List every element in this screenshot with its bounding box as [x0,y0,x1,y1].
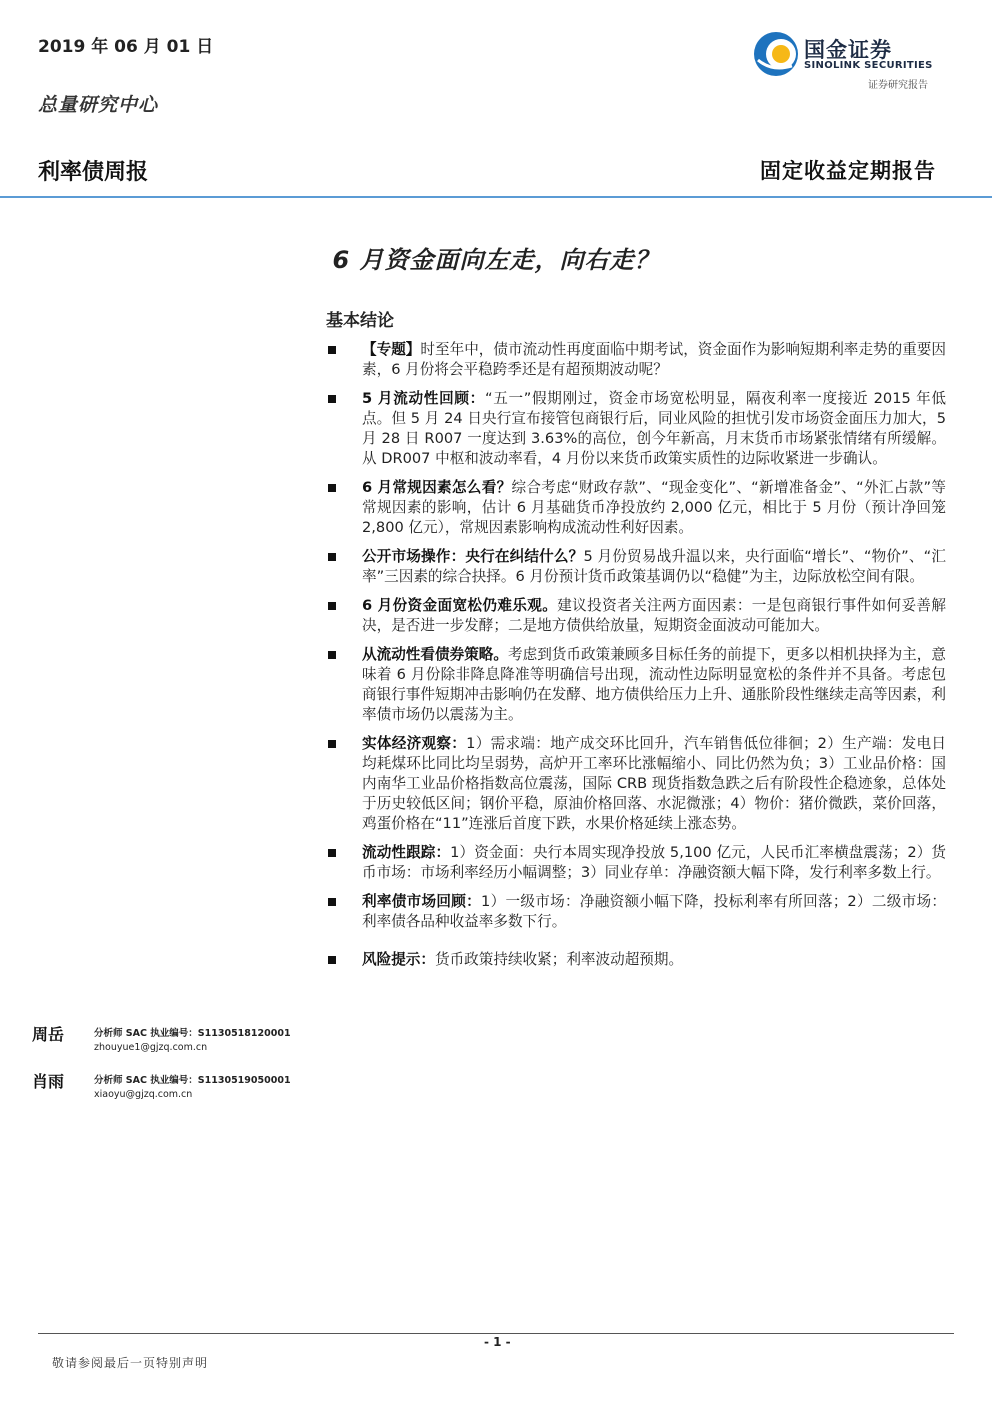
bullet-text: 综合考虑“财政存款”、“现金变化”、“新增准备金”、“外汇占款”等常规因素的影响，估计 6 月基础货币净投放约 2,000 亿元，相比于 5 月份（预计净回笼 2,800 亿元），常规因素影响构成流动性利好因素。 [362,479,946,536]
list-item [326,389,946,469]
bullet-text: 1）一级市场：净融资额小幅下降，投标利率有所回落；2）二级市场：利率债各品种收益率多数下行。 [362,893,946,930]
bullet-lead: 实体经济观察： [362,735,467,752]
bullet-lead: 6 月常规因素怎么看？ [362,479,512,496]
logo-mark-icon [752,30,800,78]
bullet-text: 1）资金面：央行本周实现净投放 5,100 亿元，人民币汇率横盘震荡；2）货币市场：市场利率经历小幅调整；3）同业存单：净融资额大幅下降，发行利率多数上行。 [362,844,946,881]
bullet-lead: 利率债市场回顾： [362,893,482,910]
logo-subtitle: 证券研究报告 [868,80,928,91]
bullet-lead: 流动性跟踪： [362,844,451,861]
bullet-text: 1）需求端：地产成交环比回升，汽车销售低位徘徊；2）生产端：发电日均耗煤环比同比均呈弱势，高炉开工率环比涨幅缩小、同比仍然为负；3）工业品价格：国内南华工业品价格指数高位震荡，国际 CRB 现货指数急跌之后有阶段性企稳迹象，总体处于历史较低区间；钢价平稳，原油价格回落、水泥微涨；4）物价：猪价微跌，菜价回落，鸡蛋价格在“11”连涨后首度下跌，水果价格延续上涨态势。 [362,735,946,832]
analyst-name: 肖雨 [32,1072,65,1091]
list-item [326,340,946,380]
section-heading: 基本结论 [326,311,394,331]
bullet-lead: 6 月份资金面宽松仍难乐观。 [362,597,558,614]
report-type: 利率债周报 [38,160,149,185]
bullet-square-icon [328,898,336,906]
bullet-lead: 公开市场操作：央行在纠结什么？ [362,548,584,565]
list-item [326,950,946,970]
bullet-square-icon [328,740,336,748]
list-item [326,734,946,834]
conclusion-list [326,340,946,979]
bullet-text: 时至年中，债市流动性再度面临中期考试，资金面作为影响短期利率走势的重要因素，6 月份将会平稳跨季还是有超预期波动呢？ [362,341,946,378]
bullet-lead: 【专题】 [362,341,421,358]
analyst-email[interactable]: zhouyue1@gjzq.com.cn [94,1042,208,1053]
footer-divider [38,1333,954,1334]
bullet-lead: 5 月流动性回顾： [362,390,485,407]
analyst-certificate: 分析师 SAC 执业编号：S1130519050001 [94,1075,291,1086]
list-item [326,892,946,932]
bullet-text: 5 月份贸易战升温以来，央行面临“增长”、“物价”、“汇率”三因素的综合抉择。6 月份预计货币政策基调仍以“稳健”为主，边际放松空间有限。 [362,548,946,585]
department-name: 总量研究中心 [38,94,159,116]
bullet-square-icon [328,395,336,403]
list-item [326,547,946,587]
footer-disclaimer: 敬请参阅最后一页特别声明 [52,1356,209,1370]
list-item [326,596,946,636]
report-date: 2019 年 06 月 01 日 [38,37,214,57]
bullet-text: 货币政策持续收紧；利率波动超预期。 [434,951,684,968]
report-kind: 固定收益定期报告 [760,159,936,183]
bullet-text: “五一”假期刚过，资金市场宽松明显，隔夜利率一度接近 2015 年低点。但 5 月 24 日央行宣布接管包商银行后，同业风险的担忧引发市场资金面压力加大，5 月 28 日 R007 一度达到 3.63%的高位，创今年新高，月末货币市场紧张情绪有所缓解。从 DR007 中枢和波动率看，4 月份以来货币政策实质性的边际收紧进一步确认。 [362,390,946,467]
bullet-text: 考虑到货币政策兼顾多目标任务的前提下，更多以相机抉择为主，意味着 6 月份除非降息降准等明确信号出现，流动性边际明显宽松的条件并不具备。考虑包商银行事件短期冲击影响仍在发酵、地方债供给压力上升、通胀阶段性继续走高等因素，利率债市场仍以震荡为主。 [362,646,946,723]
list-item [326,645,946,725]
analyst-certificate: 分析师 SAC 执业编号：S1130518120001 [94,1028,291,1039]
bullet-text: 建议投资者关注两方面因素：一是包商银行事件如何妥善解决，是否进一步发酵；二是地方债供给放量，短期资金面波动可能加大。 [362,597,946,634]
bullet-square-icon [328,651,336,659]
bullet-square-icon [328,956,336,964]
list-item [326,843,946,883]
bullet-square-icon [328,553,336,561]
analyst-name: 周岳 [32,1025,65,1044]
logo-chinese-name: 国金证券 [804,38,892,62]
logo-english-name: SINOLINK SECURITIES [804,60,933,71]
bullet-square-icon [328,346,336,354]
page-number: - 1 - [484,1335,511,1349]
bullet-lead: 从流动性看债券策略。 [362,646,508,663]
bullet-square-icon [328,602,336,610]
bullet-lead: 风险提示： [362,951,435,968]
report-title: 6 月资金面向左走，向右走？ [332,246,660,274]
header-divider [0,196,992,198]
list-item [326,478,946,538]
bullet-square-icon [328,484,336,492]
analyst-email[interactable]: xiaoyu@gjzq.com.cn [94,1089,193,1100]
bullet-square-icon [328,849,336,857]
